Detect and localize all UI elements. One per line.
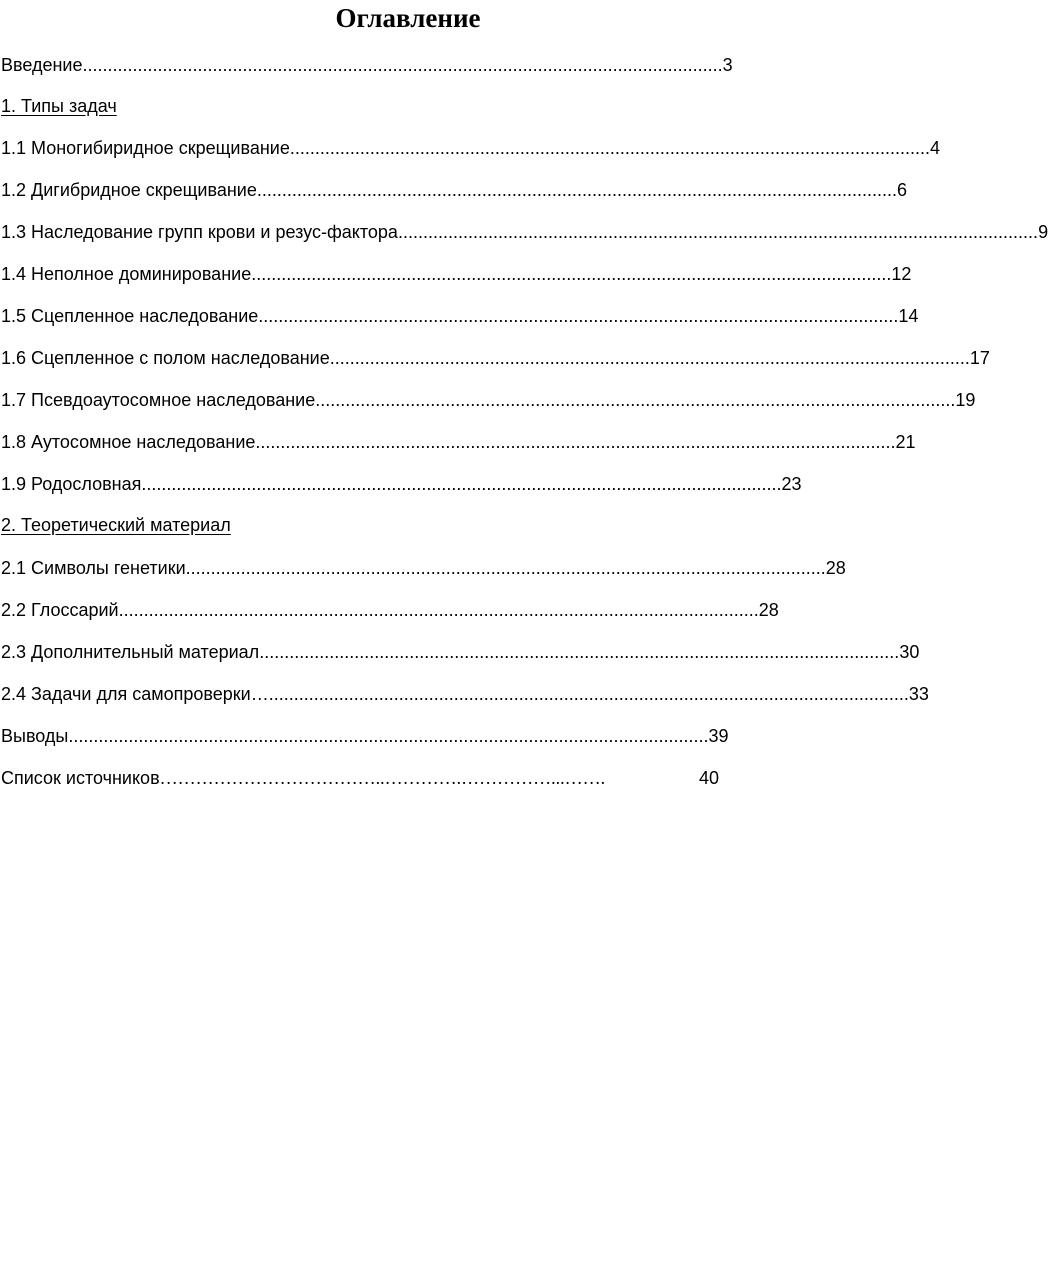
toc-dot-leader: ................................................................................................................................ <box>118 600 759 620</box>
toc-entry-1-9[interactable] <box>1 471 802 497</box>
toc-entry-conclusions[interactable] <box>1 723 729 749</box>
toc-entry-label: 1.2 Дигибридное скрещивание <box>1 180 257 200</box>
toc-page-number: 39 <box>708 726 729 746</box>
toc-dot-leader: ................................................................................................................................ <box>397 222 1039 242</box>
toc-entry-1-4[interactable] <box>1 261 912 287</box>
toc-entry-1-7[interactable] <box>1 387 976 413</box>
toc-entry-2-1[interactable] <box>1 555 846 581</box>
toc-dot-leader: ................................................................................................................................ <box>329 348 970 368</box>
toc-entry-intro[interactable] <box>1 52 733 78</box>
toc-dot-leader: ................................................................................................................................ <box>315 390 956 410</box>
toc-section-heading-2[interactable]: 2. Теоретический материал <box>1 515 231 535</box>
toc-page-number: 14 <box>898 306 919 326</box>
toc-dot-leader: ................................................................................................................................ <box>141 474 782 494</box>
page-title: Оглавление <box>335 3 481 33</box>
toc-page-number: 4 <box>929 138 940 158</box>
toc-page-number: 28 <box>825 558 846 578</box>
toc-entry-label: 1.7 Псевдоаутосомное наследование <box>1 390 316 410</box>
toc-entry-label: 1.9 Родословная <box>1 474 142 494</box>
toc-page-number: 23 <box>781 474 802 494</box>
toc-entry-label: Выводы <box>1 726 69 746</box>
toc-entry-label: 1.8 Аутосомное наследование <box>1 432 256 452</box>
toc-dot-leader: ................................................................................................................................ <box>251 264 892 284</box>
toc-entry-label: 1.1 Моногибиридное скрещивание <box>1 138 290 158</box>
toc-dot-leader: ................................................................................................................................ <box>82 55 723 75</box>
toc-entry-label: 2.4 Задачи для самопроверки… <box>1 684 269 704</box>
toc-entry-sources[interactable] <box>1 765 719 791</box>
toc-dot-leader: ................................................................................................................................ <box>185 558 826 578</box>
toc-entry-label: 1.4 Неполное доминирование <box>1 264 252 284</box>
toc-dot-leader: ................................................................................................................................ <box>289 138 930 158</box>
toc-entry-label: Введение <box>1 55 83 75</box>
toc-entry-1-3[interactable] <box>1 219 1048 245</box>
toc-dot-leader: ................................................................................................................................ <box>259 642 900 662</box>
toc-entry-label: 2.2 Глоссарий <box>1 600 119 620</box>
toc-dot-leader: ................................................................................................................................ <box>268 684 909 704</box>
toc-page-number: 3 <box>722 55 733 75</box>
toc-entry-label: 1.6 Сцепленное с полом наследование <box>1 348 330 368</box>
toc-page-number: 21 <box>895 432 916 452</box>
toc-entry-1-5[interactable] <box>1 303 919 329</box>
toc-dot-leader: ................................................................................................................................ <box>255 432 896 452</box>
toc-page-number: 6 <box>897 180 908 200</box>
toc-page-number: 19 <box>955 390 976 410</box>
toc-entry-1-2[interactable] <box>1 177 908 203</box>
toc-entry-label: 1.3 Наследование групп крови и резус-фактора <box>1 222 398 242</box>
toc-entry-1-6[interactable] <box>1 345 990 371</box>
toc-dot-leader: ................................................................................................................................ <box>258 306 899 326</box>
toc-entry-label: 2.1 Символы генетики <box>1 558 186 578</box>
toc-page-number: 17 <box>969 348 990 368</box>
toc-entry-1-8[interactable] <box>1 429 916 455</box>
toc-entry-label: Список источников <box>1 768 160 788</box>
toc-page-number: 28 <box>758 600 779 620</box>
toc-dot-leader: ................................................................................................................................ <box>256 180 897 200</box>
toc-page-number: 40 <box>698 768 719 788</box>
toc-page-number: 30 <box>899 642 920 662</box>
toc-entry-2-2[interactable] <box>1 597 779 623</box>
toc-dot-leader: ................................................................................................................................ <box>68 726 709 746</box>
toc-entry-1-1[interactable] <box>1 135 940 161</box>
toc-entry-2-3[interactable] <box>1 639 920 665</box>
toc-page-number: 33 <box>908 684 929 704</box>
toc-page-number: 12 <box>891 264 912 284</box>
toc-section-heading-1[interactable]: 1. Типы задач <box>1 96 117 116</box>
toc-entry-2-4[interactable] <box>1 681 929 707</box>
toc-dot-leader: ………………………………..………….……………...……. <box>159 768 606 788</box>
toc-page-number: 9 <box>1038 222 1048 242</box>
toc-entry-label: 1.5 Сцепленное наследование <box>1 306 259 326</box>
toc-entry-label: 2.3 Дополнительный материал <box>1 642 260 662</box>
